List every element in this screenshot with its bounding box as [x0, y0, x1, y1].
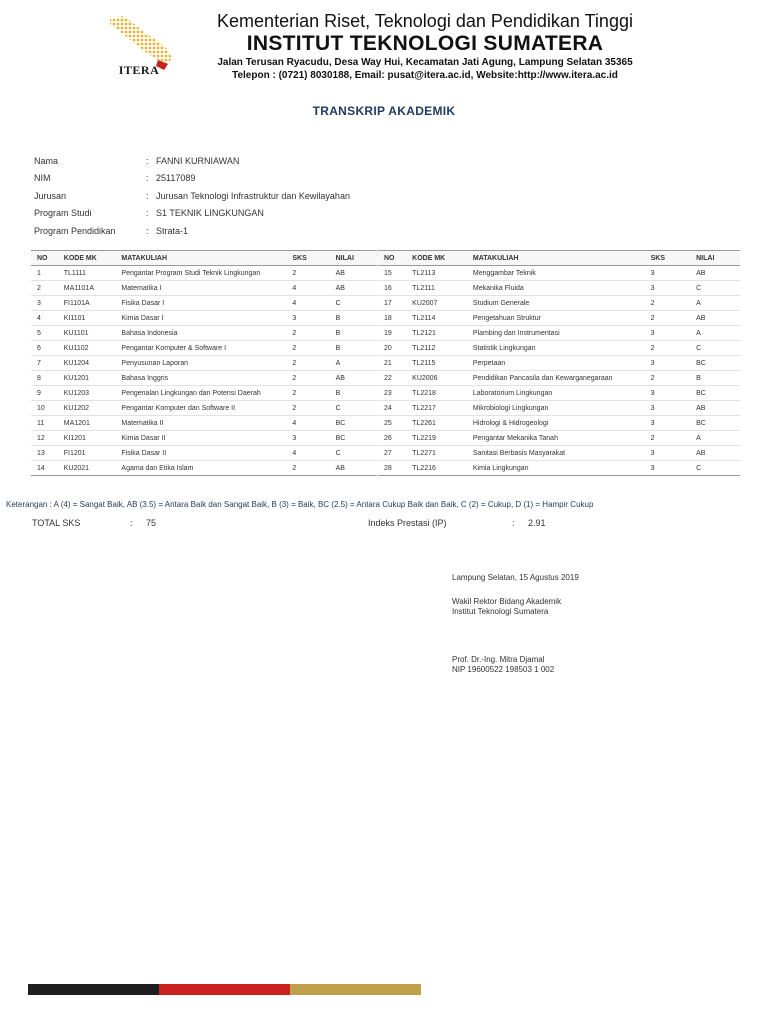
cell-mk: Kimia Dasar I — [115, 311, 286, 326]
cell-no: 24 — [378, 401, 406, 416]
cell-mk: Pengantar Komputer dan Software II — [115, 401, 286, 416]
cell-no: 23 — [378, 386, 406, 401]
gpa — [368, 518, 546, 528]
cell-mk: Pengenalan Lingkungan dan Potensi Daerah — [115, 386, 286, 401]
cell-nilai: B — [330, 386, 377, 401]
table-row — [378, 401, 740, 416]
header-kode: KODE MK — [58, 251, 116, 266]
cell-kode: TL2114 — [406, 311, 467, 326]
total-sks-colon: : — [130, 518, 133, 528]
table-row — [378, 326, 740, 341]
institution-contact: Telepon : (0721) 8030188, Email: pusat@itera.ac.id, Website:http://www.itera.ac.id — [232, 70, 618, 81]
cell-sks: 3 — [645, 401, 691, 416]
table-row — [31, 266, 377, 281]
cell-no: 19 — [378, 326, 406, 341]
cell-sks: 2 — [645, 341, 691, 356]
footer-bar-black — [28, 984, 159, 995]
cell-sks: 2 — [292, 464, 297, 472]
table-row — [378, 461, 740, 476]
info-colon: : — [146, 208, 149, 219]
cell-kode: TL2111 — [406, 281, 467, 296]
cell-sks: 2 — [286, 266, 329, 281]
cell-kode: KU1201 — [58, 371, 116, 386]
info-label: Program Pendidikan — [34, 225, 116, 236]
cell-no: 17 — [378, 296, 406, 311]
signatory-name: Prof. Dr.-Ing. Mitra Djamal — [452, 655, 545, 664]
cell-nilai: B — [690, 371, 740, 386]
cell-no: 27 — [378, 446, 406, 461]
cell-sks: 2 — [645, 296, 691, 311]
signatory-nip: NIP 19600522 198503 1 002 — [452, 665, 555, 674]
table-row — [378, 431, 740, 446]
student-info — [34, 152, 476, 240]
table-row — [31, 311, 377, 326]
signature-institution: Institut Teknologi Sumatera — [452, 607, 549, 616]
cell-no: 13 — [31, 446, 58, 461]
table-row — [378, 311, 740, 326]
info-row — [34, 222, 476, 240]
logo-text: ITERA — [118, 63, 160, 77]
cell-nilai: AB — [330, 266, 377, 281]
gpa-value: 2.91 — [528, 518, 546, 528]
cell-sks: 2 — [645, 311, 691, 326]
cell-kode: TL2219 — [406, 431, 467, 446]
cell-mk: Hidrologi & Hidrogeologi — [467, 416, 645, 431]
cell-mk: Laboratorium Lingkungan — [467, 386, 645, 401]
cell-nilai: AB — [330, 371, 377, 386]
table-row — [31, 356, 377, 371]
table-row — [31, 386, 377, 401]
cell-kode: KU2021 — [63, 464, 90, 472]
cell-kode: FI1201 — [58, 446, 116, 461]
ministry-name: Kementerian Riset, Teknologi dan Pendidikan Tinggi — [217, 11, 633, 31]
cell-nilai: BC — [690, 356, 740, 371]
cell-nilai: C — [330, 446, 377, 461]
cell-mk: Plambing dan Instrumentasi — [467, 326, 645, 341]
cell-nilai: C — [690, 281, 740, 296]
cell-nilai: A — [690, 326, 740, 341]
cell-no: 15 — [378, 266, 406, 281]
cell-kode: MA1201 — [58, 416, 116, 431]
cell-no: 16 — [378, 281, 406, 296]
cell-sks: 3 — [645, 416, 691, 431]
header-sks: SKS — [645, 251, 691, 266]
cell-nilai: AB — [335, 464, 345, 472]
info-row — [34, 170, 476, 188]
table-row — [31, 296, 377, 311]
cell-kode: KU1203 — [58, 386, 116, 401]
cell-sks: 4 — [286, 281, 329, 296]
header-sks: SKS — [286, 251, 329, 266]
cell-no: 1 — [31, 266, 58, 281]
cell-no: 5 — [31, 326, 58, 341]
info-row — [34, 205, 476, 223]
header-kode: KODE MK — [406, 251, 467, 266]
header-nilai: NILAI — [690, 251, 740, 266]
institution-address: Jalan Terusan Ryacudu, Desa Way Hui, Kecamatan Jati Agung, Lampung Selatan 35365 — [217, 57, 633, 68]
table-row — [378, 356, 740, 371]
cell-kode: TL2115 — [406, 356, 467, 371]
grades-table-right — [378, 250, 740, 476]
info-row — [34, 152, 476, 170]
info-colon: : — [146, 155, 149, 166]
table-row — [378, 371, 740, 386]
cell-nilai: BC — [330, 431, 377, 446]
cell-mk: Menggambar Teknik — [467, 266, 645, 281]
institution-name: INSTITUT TEKNOLOGI SUMATERA — [246, 32, 604, 55]
cell-nilai: BC — [690, 386, 740, 401]
header-matakuliah: MATAKULIAH — [467, 251, 645, 266]
footer-bar-red — [159, 984, 290, 995]
cell-sks: 3 — [645, 446, 691, 461]
cell-sks: 4 — [286, 296, 329, 311]
cell-kode: KU1102 — [58, 341, 116, 356]
info-label: Nama — [34, 155, 59, 166]
cell-kode: TL1111 — [58, 266, 116, 281]
header-no: NO — [31, 251, 58, 266]
table-row — [31, 446, 377, 461]
cell-mk: Sanitasi Berbasis Masyarakat — [467, 446, 645, 461]
cell-sks: 3 — [650, 464, 655, 472]
cell-mk: Matematika I — [115, 281, 286, 296]
cell-no: 18 — [378, 311, 406, 326]
letterhead — [0, 0, 768, 85]
info-value: FANNI KURNIAWAN — [156, 155, 240, 166]
table-row — [31, 281, 377, 296]
table-row — [31, 461, 377, 476]
table-row — [31, 341, 377, 356]
cell-nilai: C — [330, 401, 377, 416]
cell-nilai: A — [690, 431, 740, 446]
table-row — [378, 416, 740, 431]
gpa-label: Indeks Prestasi (IP) — [368, 518, 447, 528]
cell-nilai: AB — [690, 401, 740, 416]
cell-mk: Penyusunan Laporan — [115, 356, 286, 371]
info-value: Strata-1 — [156, 225, 189, 236]
gpa-colon: : — [512, 518, 515, 528]
cell-mk: Bahasa Inggris — [115, 371, 286, 386]
cell-nilai: C — [330, 296, 377, 311]
table-row — [378, 266, 740, 281]
cell-no: 11 — [31, 416, 58, 431]
cell-sks: 3 — [645, 386, 691, 401]
table-row — [378, 296, 740, 311]
cell-nilai: AB — [330, 281, 377, 296]
table-row — [31, 416, 377, 431]
cell-kode: KI1101 — [58, 311, 116, 326]
cell-no: 26 — [378, 431, 406, 446]
total-sks-label: TOTAL SKS — [32, 518, 81, 528]
grade-legend: Keterangan : A (4) = Sangat Baik, AB (3.5) = Antara Baik dan Sangat Baik, B (3) = Baik, BC (2.5) = Antara Cukup Baik dan Baik, C (2) = Cukup, D (1) = Hampir Cukup — [6, 500, 594, 509]
cell-kode: KI1201 — [58, 431, 116, 446]
info-colon: : — [146, 190, 149, 201]
cell-mk: Fisika Dasar I — [115, 296, 286, 311]
signature-place-date: Lampung Selatan, 15 Agustus 2019 — [452, 573, 579, 582]
cell-mk: Studium Generale — [467, 296, 645, 311]
table-row — [31, 401, 377, 416]
document-title: TRANSKRIP AKADEMIK — [312, 104, 456, 118]
header-no: NO — [378, 251, 406, 266]
cell-sks: 3 — [286, 431, 329, 446]
cell-nilai: B — [330, 311, 377, 326]
cell-kode: TL2121 — [406, 326, 467, 341]
cell-kode: FI1101A — [58, 296, 116, 311]
cell-mk: Kimia Lingkungan — [472, 464, 529, 472]
cell-kode: TL2217 — [406, 401, 467, 416]
cell-kode: TL2218 — [406, 386, 467, 401]
table-row — [31, 431, 377, 446]
cell-sks: 2 — [286, 371, 329, 386]
cell-nilai: BC — [330, 416, 377, 431]
total-sks-value: 75 — [146, 518, 157, 528]
cell-kode: KU1202 — [58, 401, 116, 416]
cell-sks: 4 — [286, 446, 329, 461]
info-label: Jurusan — [34, 190, 67, 201]
cell-no: 3 — [31, 296, 58, 311]
cell-nilai: BC — [690, 416, 740, 431]
cell-nilai: B — [330, 326, 377, 341]
cell-mk: Pengetahuan Struktur — [467, 311, 645, 326]
cell-mk: Pengantar Mekanika Tanah — [467, 431, 645, 446]
info-value: Jurusan Teknologi Infrastruktur dan Kewilayahan — [156, 190, 350, 201]
cell-mk: Matematika II — [115, 416, 286, 431]
table-row — [378, 341, 740, 356]
cell-kode: KU1101 — [58, 326, 116, 341]
letterhead-text — [190, 10, 660, 82]
cell-sks: 3 — [645, 281, 691, 296]
table-row — [31, 371, 377, 386]
cell-kode: TL2271 — [406, 446, 467, 461]
info-colon: : — [146, 173, 149, 184]
cell-sks: 2 — [286, 326, 329, 341]
cell-kode: TL2261 — [406, 416, 467, 431]
footer-color-bar — [28, 984, 421, 995]
cell-mk: Agama dan Etika Islam — [121, 464, 194, 472]
cell-mk: Bahasa Indonesia — [115, 326, 286, 341]
cell-mk: Pengantar Program Studi Teknik Lingkungan — [115, 266, 286, 281]
table-row — [31, 326, 377, 341]
info-colon: : — [146, 225, 149, 236]
cell-no: 28 — [384, 464, 392, 472]
cell-mk: Fisika Dasar II — [115, 446, 286, 461]
cell-no: 2 — [31, 281, 58, 296]
cell-mk: Statistik Lingkungan — [467, 341, 645, 356]
cell-nilai: AB — [690, 266, 740, 281]
cell-kode: MA1101A — [58, 281, 116, 296]
cell-no: 25 — [378, 416, 406, 431]
info-label: NIM — [34, 173, 51, 184]
cell-sks: 2 — [286, 341, 329, 356]
cell-kode: KU2006 — [406, 371, 467, 386]
info-row — [34, 187, 476, 205]
cell-nilai: AB — [690, 446, 740, 461]
cell-no: 9 — [31, 386, 58, 401]
table-row — [378, 386, 740, 401]
info-label: Program Studi — [34, 208, 92, 219]
cell-no: 20 — [378, 341, 406, 356]
cell-nilai: C — [696, 464, 702, 472]
info-value: S1 TEKNIK LINGKUNGAN — [156, 208, 264, 219]
table-header-row — [31, 251, 377, 266]
cell-kode: TL2112 — [406, 341, 467, 356]
cell-sks: 3 — [645, 326, 691, 341]
cell-no: 8 — [31, 371, 58, 386]
total-sks — [32, 518, 156, 528]
cell-mk: Mekanika Fluida — [467, 281, 645, 296]
cell-no: 7 — [31, 356, 58, 371]
cell-nilai: B — [330, 341, 377, 356]
header-matakuliah: MATAKULIAH — [115, 251, 286, 266]
cell-no: 6 — [31, 341, 58, 356]
cell-sks: 3 — [286, 311, 329, 326]
cell-kode: TL2113 — [406, 266, 467, 281]
cell-no: 4 — [31, 311, 58, 326]
info-value: 25117089 — [156, 173, 196, 184]
table-header-row — [378, 251, 740, 266]
cell-no: 14 — [37, 464, 45, 472]
cell-nilai: A — [330, 356, 377, 371]
cell-nilai: A — [690, 296, 740, 311]
cell-no: 10 — [31, 401, 58, 416]
cell-mk: Pendidikan Pancasila dan Kewarganegaraan — [467, 371, 645, 386]
cell-no: 21 — [378, 356, 406, 371]
cell-sks: 4 — [286, 416, 329, 431]
cell-sks: 2 — [645, 371, 691, 386]
header-nilai: NILAI — [330, 251, 377, 266]
cell-mk: Pengantar Komputer & Software I — [115, 341, 286, 356]
table-row — [378, 281, 740, 296]
cell-sks: 2 — [645, 431, 691, 446]
signature-position: Wakil Rektor Bidang Akademik — [452, 597, 562, 606]
cell-kode: KU2007 — [406, 296, 467, 311]
cell-sks: 2 — [286, 386, 329, 401]
table-row — [378, 446, 740, 461]
cell-no: 22 — [378, 371, 406, 386]
cell-nilai: C — [690, 341, 740, 356]
cell-sks: 2 — [286, 401, 329, 416]
grades-table-left — [31, 250, 377, 476]
cell-no: 12 — [31, 431, 58, 446]
footer-bar-gold — [290, 984, 421, 995]
cell-mk: Kimia Dasar II — [115, 431, 286, 446]
cell-mk: Mikrobiologi Lingkungan — [467, 401, 645, 416]
cell-sks: 3 — [645, 266, 691, 281]
cell-sks: 2 — [286, 356, 329, 371]
cell-kode: KU1204 — [58, 356, 116, 371]
cell-nilai: AB — [690, 311, 740, 326]
cell-kode: TL2216 — [412, 464, 436, 472]
cell-mk: Perpetaan — [467, 356, 645, 371]
cell-sks: 3 — [645, 356, 691, 371]
